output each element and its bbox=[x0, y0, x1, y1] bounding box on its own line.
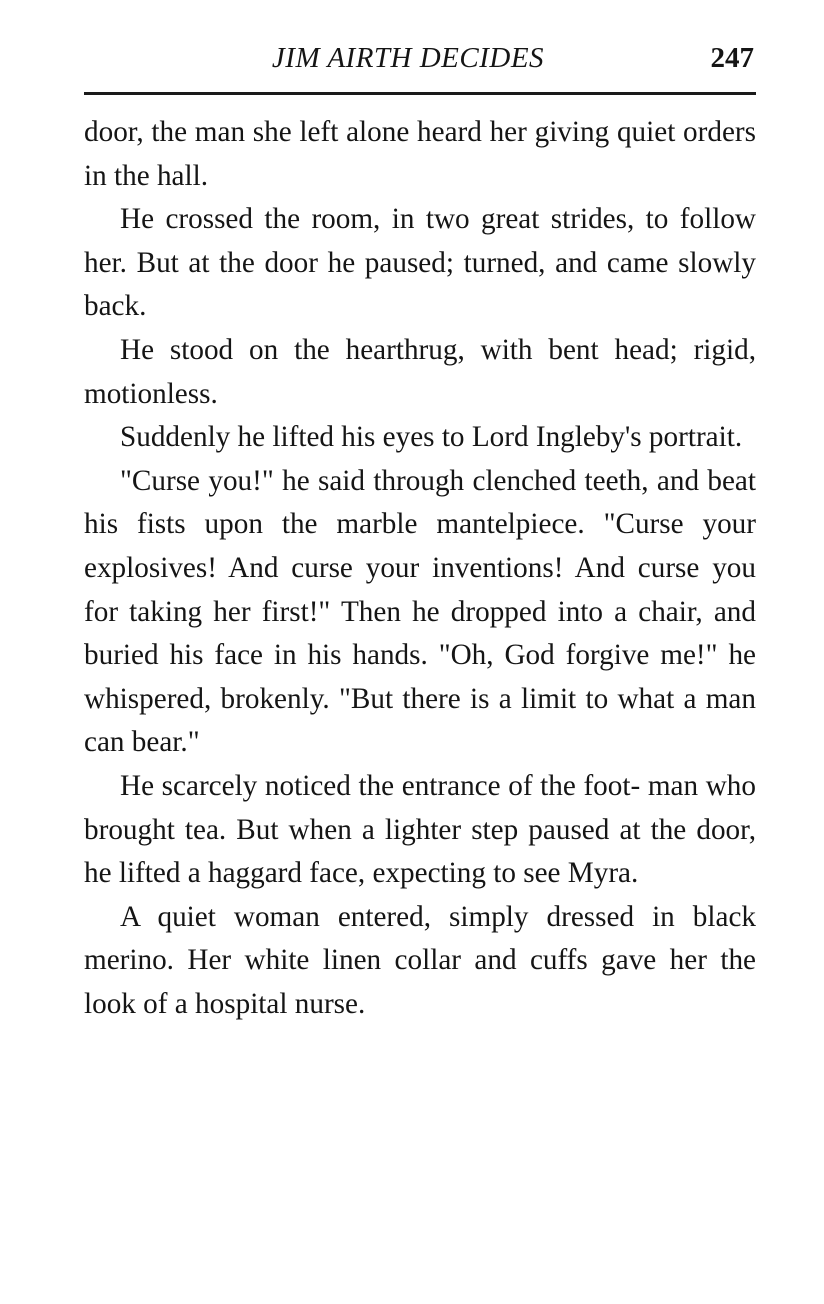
paragraph: "Curse you!" he said through clenched teeth, and beat his fists upon the marble mantelpiece. "Curse your explosives! And curse your inventions! And curse you for taking her first!" Then he dropped into a chair, and buried his face in his hands. "Oh, God forgive me!" he whispered, brokenly. "But there is a limit to what a man can bear." bbox=[84, 464, 756, 759]
book-page bbox=[84, 40, 756, 1026]
body-text bbox=[84, 111, 756, 1026]
paragraph: He scarcely noticed the entrance of the foot- man who brought tea. But when a lighter step paused at the door, he lifted a haggard face, expecting to see Myra. bbox=[84, 769, 756, 890]
paragraph: He crossed the room, in two great strides, to follow her. But at the door he paused; turned, and came slowly back. bbox=[84, 203, 756, 323]
paragraph: door, the man she left alone heard her giving quiet orders in the hall. bbox=[84, 116, 756, 192]
paragraph: He stood on the hearthrug, with bent head; rigid, motionless. bbox=[84, 333, 756, 410]
header-rule bbox=[84, 92, 756, 95]
paragraph: Suddenly he lifted his eyes to Lord Ingleby's portrait. bbox=[120, 421, 743, 454]
paragraph: A quiet woman entered, simply dressed in black merino. Her white linen collar and cuffs gave her the look of a hospital nurse. bbox=[84, 900, 756, 1020]
running-head bbox=[84, 40, 756, 86]
page-number: 247 bbox=[710, 42, 754, 74]
running-title: JIM AIRTH DECIDES bbox=[271, 42, 545, 74]
